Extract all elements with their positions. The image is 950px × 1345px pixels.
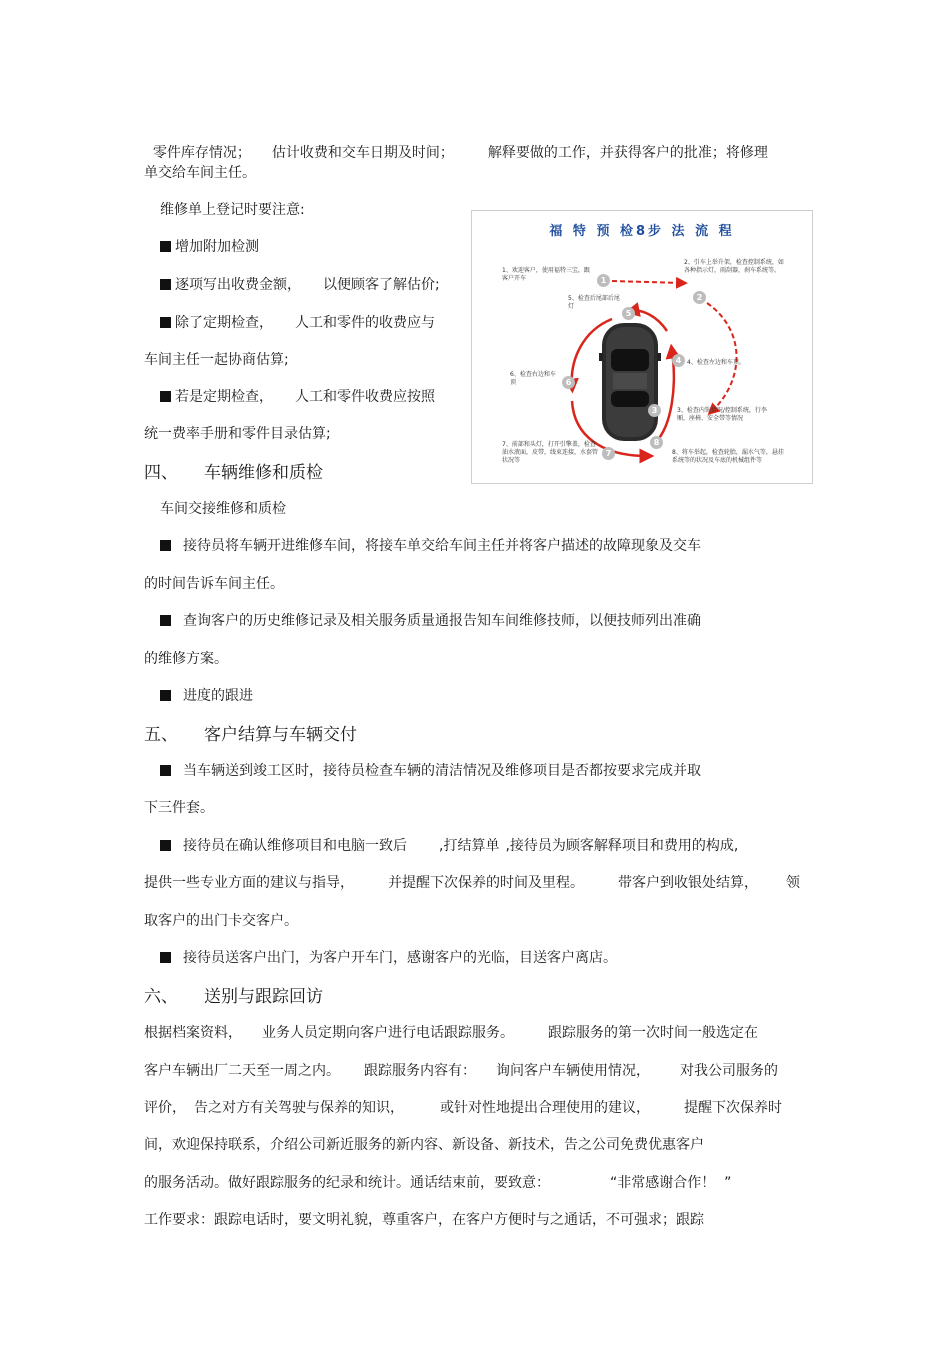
bullet-item — [160, 762, 701, 780]
figure-title: 福 特 预 检8步 法 流 程 — [549, 224, 735, 239]
text-line-2: 单交给车间主任。 — [144, 165, 256, 181]
section-title: 客户结算与车辆交付 — [204, 725, 357, 745]
text-seg: 当车辆送到竣工区时，接待员检查车辆的清洁情况及维修项目是否都按要求完成并取 — [183, 763, 701, 779]
text-line: 间，欢迎保持联系，介绍公司新近服务的新内容、新设备、新技术，告之公司免费优惠客户 — [144, 1137, 704, 1153]
bullet-square-icon — [160, 952, 171, 963]
step-badge: 1 — [597, 274, 610, 287]
step-badge: 8 — [650, 436, 663, 449]
section-heading-6 — [144, 986, 323, 1008]
step-6-text: 6、检查右边和车顶 — [510, 371, 556, 386]
text-seg: 除了定期检查， — [175, 315, 273, 331]
bullet-item — [160, 949, 617, 967]
text-line — [144, 1174, 731, 1192]
text-seg: 询问客户车辆使用情况， — [496, 1063, 650, 1079]
text-line-4 — [160, 238, 259, 256]
section-number: 四、 — [144, 463, 178, 483]
bullet-square-icon — [160, 241, 171, 252]
subheading: 车间交接维修和质检 — [160, 501, 286, 517]
text-line-5 — [160, 276, 440, 294]
text-seg: 并提醒下次保养的时间及里程。 — [388, 875, 584, 891]
bullet-square-icon — [160, 279, 171, 290]
step-2-text: 2、引车上举升架，检查控制系统，如各种指示灯，雨刮器，刹车系统等。 — [684, 259, 784, 274]
bullet-item — [160, 537, 701, 555]
bullet-square-icon — [160, 840, 171, 851]
dashed-arrow — [612, 281, 682, 283]
text-seg: 业务人员定期向客户进行电话跟踪服务。 — [262, 1025, 514, 1041]
step-3-text: 3、检查内饰情况/控制系统，行李厢，座椅、安全带等情况 — [677, 407, 767, 422]
section-title: 车辆维修和质检 — [204, 463, 323, 483]
bullet-square-icon — [160, 615, 171, 626]
text-seg: 进度的跟进 — [183, 688, 253, 704]
text-seg: 查询客户的历史维修记录及相关服务质量通报告知车间维修技师，以便技师列出准确 — [183, 613, 701, 629]
text-seg: 逐项写出收费金额， — [175, 277, 301, 293]
section-number: 五、 — [144, 725, 178, 745]
text-seg: “非常感谢合作！ ” — [610, 1175, 732, 1191]
text-seg: ,接待员为顾客解释项目和费用的构成, — [505, 838, 739, 854]
text-seg: 领 — [786, 875, 800, 891]
step-badge: 7 — [602, 447, 615, 460]
text-line — [144, 1062, 778, 1080]
bullet-square-icon — [160, 317, 171, 328]
text-seg: 跟踪服务内容有： — [364, 1063, 476, 1079]
step-8-text: 8、将车举起，检查轮胎，漏水气等，悬挂系统等的状况及车底的机械组件等 — [672, 449, 784, 464]
text-line-9: 统一费率手册和零件目录估算; — [144, 426, 331, 442]
bullet-item — [160, 612, 701, 630]
step-badge: 6 — [562, 376, 575, 389]
text-seg: 提供一些专业方面的建议与指导， — [144, 875, 354, 891]
text-seg: 带客户到收银处结算， — [618, 875, 758, 891]
text-seg: 评价， — [144, 1100, 186, 1116]
text-line-8 — [160, 388, 435, 406]
section-number: 六、 — [144, 987, 178, 1007]
text-seg: ,打结算单 — [439, 838, 500, 854]
text-line — [144, 1099, 782, 1117]
step-badge: 5 — [622, 307, 635, 320]
section-heading-5 — [144, 724, 357, 746]
step-badge: 2 — [693, 291, 706, 304]
bullet-square-icon — [160, 690, 171, 701]
text-line — [144, 1024, 758, 1042]
text-seg: 对我公司服务的 — [680, 1063, 778, 1079]
section-heading-4 — [144, 462, 323, 484]
step-4-text: 4、检查左边和车顶。 — [687, 359, 745, 366]
text-seg: 接待员在确认维修项目和电脑一致后 — [183, 838, 407, 854]
text-line-6 — [160, 314, 435, 332]
step-badge: 4 — [672, 354, 685, 367]
text-seg: 告之对方有关驾驶与保养的知识， — [194, 1100, 404, 1116]
text-seg: 客户车辆出厂二天至一周之内。 — [144, 1063, 340, 1079]
text-line-7: 车间主任一起协商估算; — [144, 352, 289, 368]
section-title: 送别与跟踪回访 — [204, 987, 323, 1007]
text-line: 下三件套。 — [144, 800, 214, 816]
text-line: 工作要求：跟踪电话时，要文明礼貌，尊重客户，在客户方便时与之通话，不可强求；跟踪 — [144, 1212, 704, 1228]
text-seg: 人工和零件收费应按照 — [295, 389, 435, 405]
text-seg: 接待员将车辆开进维修车间，将接车单交给车间主任并将客户描述的故障现象及交车 — [183, 538, 701, 554]
step-5-text: 5、检查后尾部后尾灯 — [568, 295, 620, 310]
bullet-item — [160, 687, 253, 705]
ford-8-step-figure — [471, 210, 813, 484]
text-line-1 — [144, 126, 768, 162]
car-image — [599, 323, 661, 441]
bullet-square-icon — [160, 391, 171, 402]
text-line — [144, 874, 800, 892]
text-line-3: 维修单上登记时要注意: — [160, 202, 305, 218]
dashed-arrow — [707, 303, 737, 411]
text-seg: 零件库存情况； — [152, 145, 251, 161]
step-1-text: 1、欢迎客户，使用福特三宝，跟客户开车 — [502, 267, 590, 282]
text-seg: 人工和零件的收费应与 — [295, 315, 435, 331]
text-line: 取客户的出门卡交客户。 — [144, 913, 298, 929]
bullet-square-icon — [160, 540, 171, 551]
text-seg: 若是定期检查， — [175, 389, 273, 405]
text-seg: 接待员送客户出门，为客户开车门，感谢客户的光临，目送客户离店。 — [183, 950, 617, 966]
text-seg: 的服务活动。做好跟踪服务的纪录和统计。通话结束前，要致意： — [144, 1175, 550, 1191]
bullet-item — [160, 837, 738, 855]
text-seg: 增加附加检测 — [175, 239, 259, 255]
text-seg: 以便顾客了解估价; — [323, 277, 440, 293]
text-seg: 估计收费和交车日期及时间； — [271, 145, 454, 161]
text-seg: 根据档案资料， — [144, 1025, 242, 1041]
text-seg: 提醒下次保养时 — [684, 1100, 782, 1116]
step-badge: 3 — [648, 404, 661, 417]
step-7-text: 7、前部和头灯，打开引擎盖，检查油水液面，皮带，线束连接，水套管状况等 — [502, 441, 599, 464]
text-seg: 跟踪服务的第一次时间一般选定在 — [548, 1025, 758, 1041]
text-line: 的时间告诉车间主任。 — [144, 576, 284, 592]
text-seg: 解释要做的工作，并获得客户的批准；将修理 — [487, 145, 768, 161]
text-line: 的维修方案。 — [144, 651, 228, 667]
bullet-square-icon — [160, 765, 171, 776]
text-seg: 或针对性地提出合理使用的建议， — [440, 1100, 650, 1116]
